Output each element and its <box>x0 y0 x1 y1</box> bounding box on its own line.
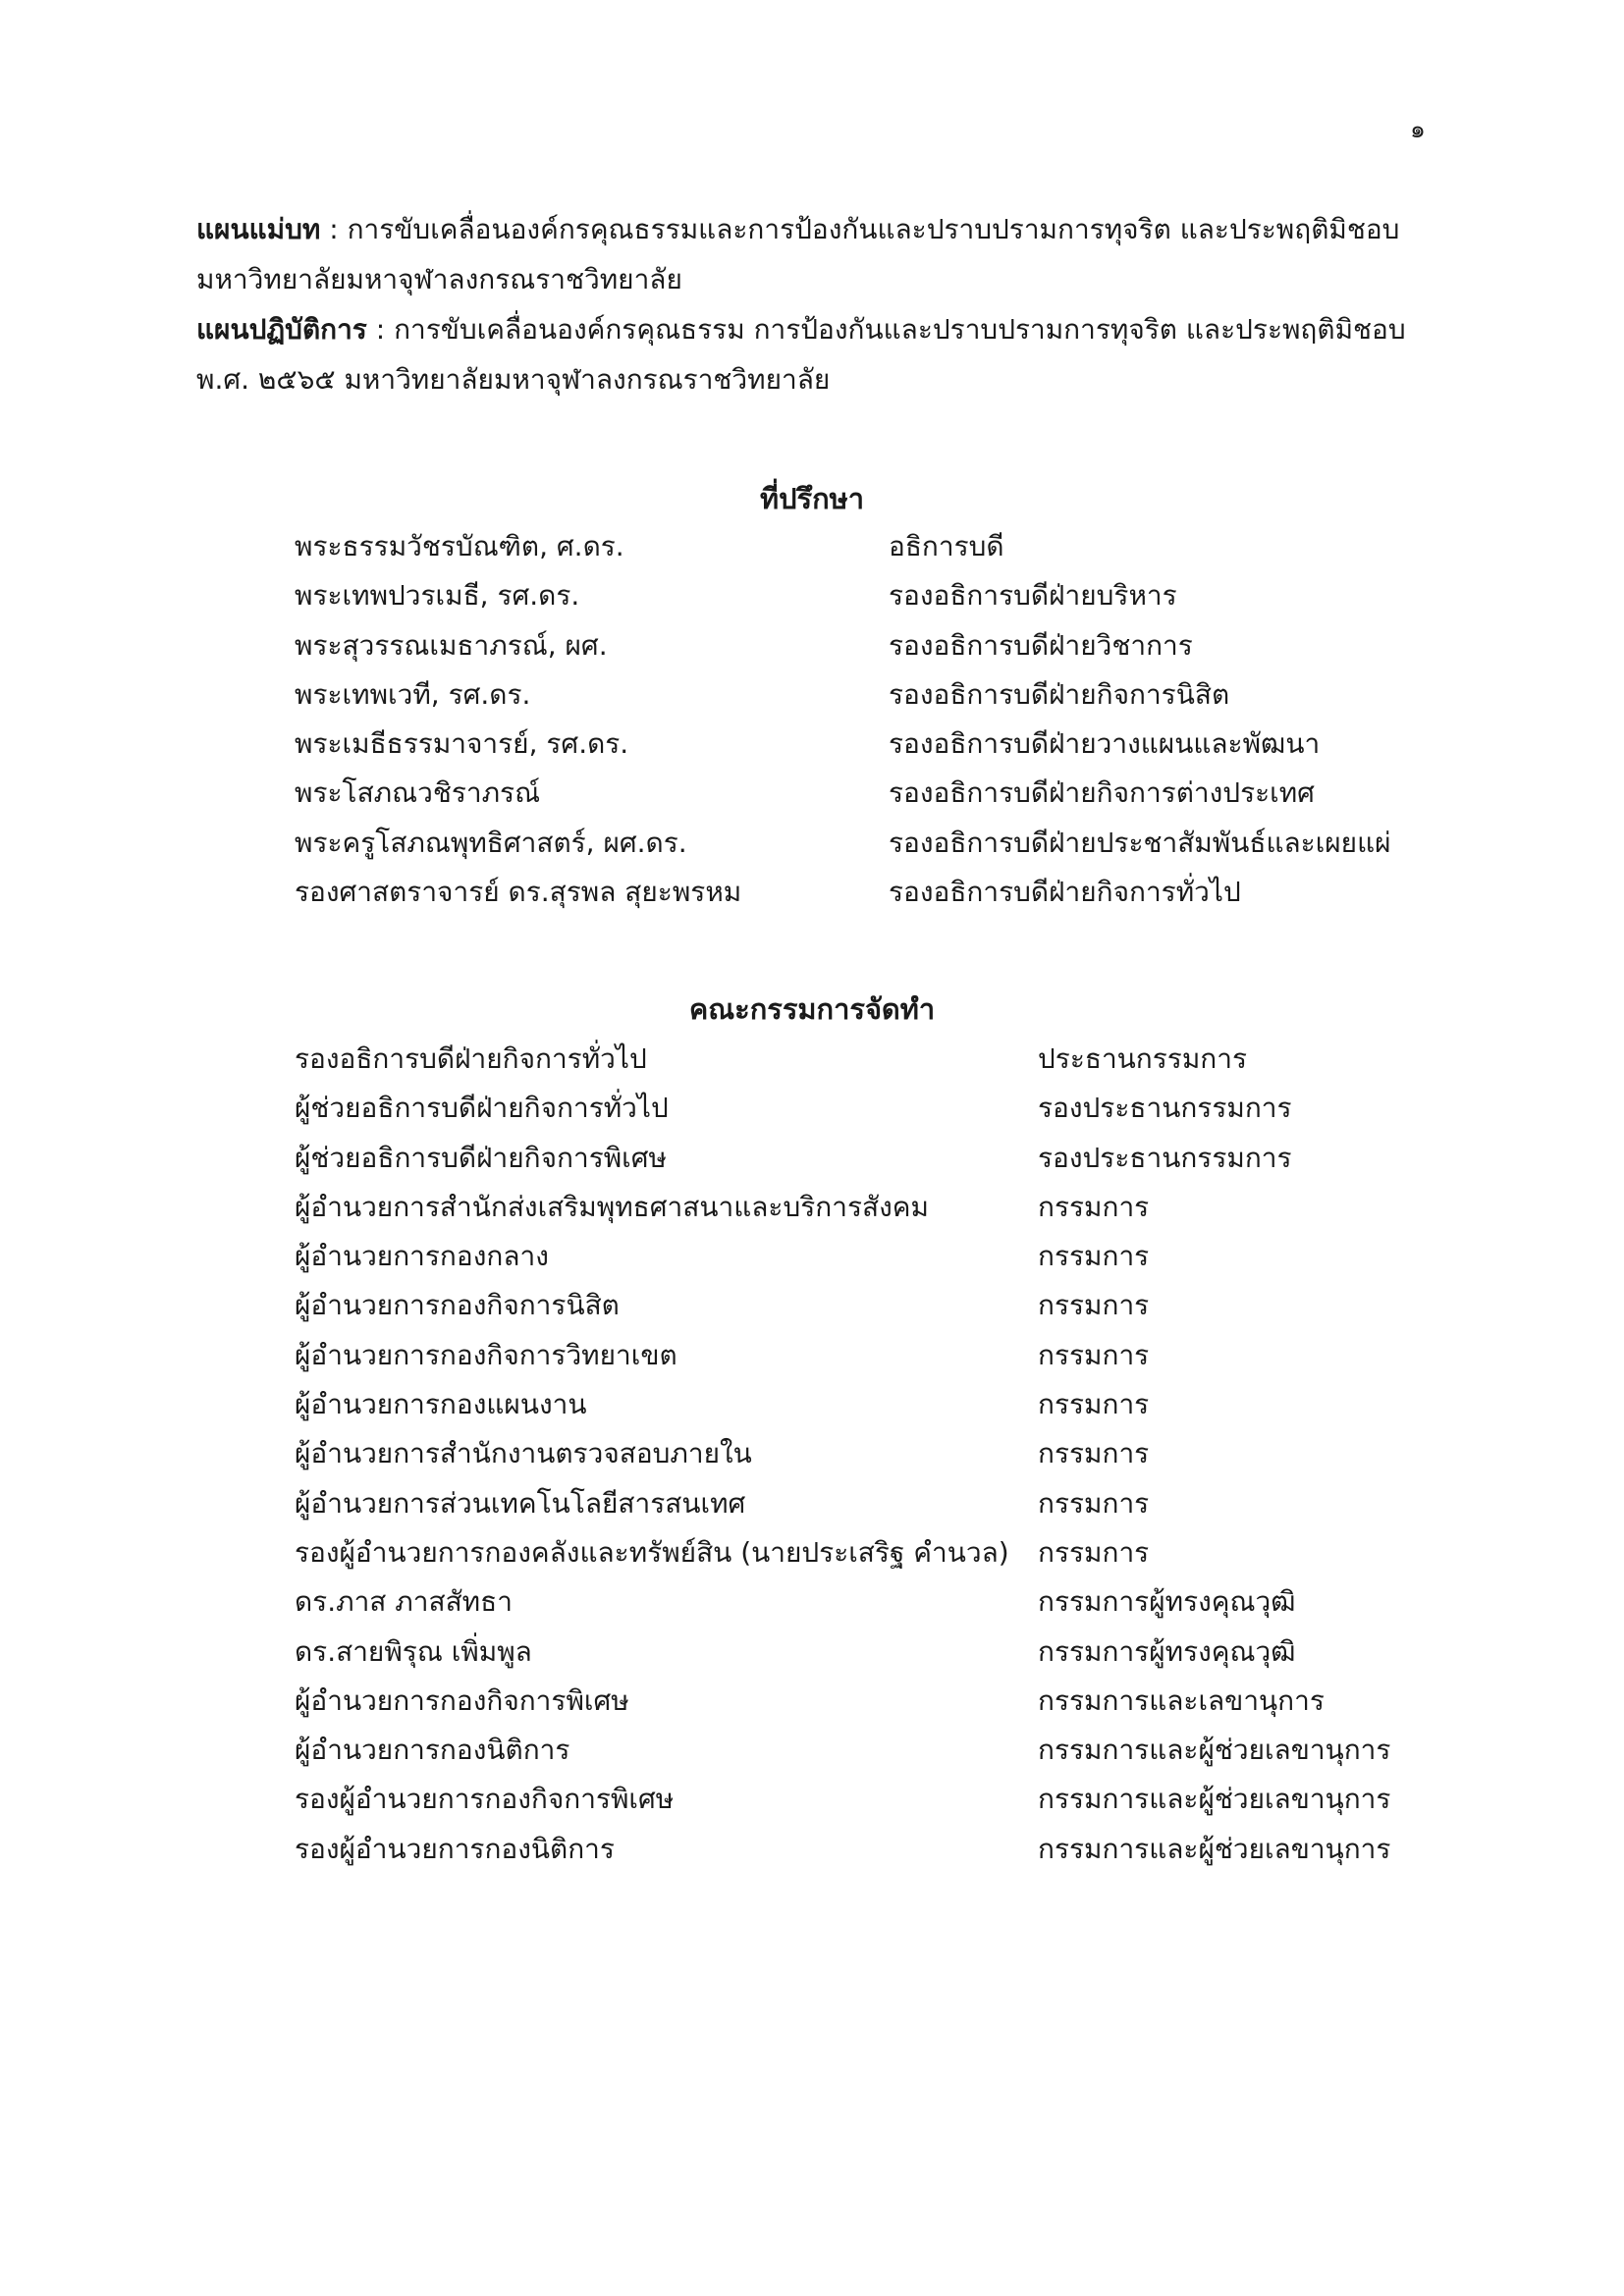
committee-row <box>295 1380 1390 1429</box>
committee-row <box>295 1528 1390 1577</box>
committee-member-role: กรรมการและเลขานุการ <box>1038 1683 1325 1717</box>
advisor-role: รองอธิการบดีฝ่ายวางแผนและพัฒนา <box>889 727 1321 761</box>
committee-member-role: รองประธานกรรมการ <box>1038 1141 1292 1174</box>
committee-member-role: กรรมการ <box>1038 1437 1150 1470</box>
master-plan-line-2: มหาวิทยาลัยมหาจุฬาลงกรณราชวิทยาลัย <box>196 263 682 295</box>
advisors-title: ที่ปรึกษา <box>759 482 865 515</box>
committee-member-name: รองผู้อำนวยการกองคลังและทรัพย์สิน (นายประเสริฐ คำนวล) <box>295 1535 1009 1569</box>
advisor-role: รองอธิการบดีฝ่ายบริหาร <box>889 579 1177 613</box>
committee-member-role: กรรมการผู้ทรงคุณวุฒิ <box>1038 1585 1296 1619</box>
page-number: ๑ <box>1410 115 1426 143</box>
committee-row <box>295 1084 1390 1133</box>
advisors-list <box>295 522 1391 917</box>
committee-member-role: กรรมการ <box>1038 1289 1150 1322</box>
advisor-row <box>295 720 1391 769</box>
advisor-name: พระครูโสภณพุทธิศาสตร์, ผศ.ดร. <box>295 826 687 859</box>
advisor-role: รองอธิการบดีฝ่ายกิจการนิสิต <box>889 677 1230 711</box>
master-plan-line-1 <box>196 204 1434 254</box>
committee-member-role: กรรมการ <box>1038 1535 1150 1569</box>
committee-member-name: ผู้อำนวยการกองกิจการวิทยาเขต <box>295 1338 677 1371</box>
committee-member-role: กรรมการและผู้ช่วยเลขานุการ <box>1038 1783 1391 1816</box>
master-plan-text: : การขับเคลื่อนองค์กรคุณธรรมและการป้องกันและปราบปรามการทุจริต และประพฤติมิชอบ <box>320 213 1400 245</box>
committee-member-role: กรรมการ <box>1038 1338 1150 1371</box>
committee-row <box>295 1035 1390 1084</box>
advisor-role: รองอธิการบดีฝ่ายกิจการต่างประเทศ <box>889 776 1315 810</box>
committee-list <box>295 1035 1390 1874</box>
committee-member-name: ผู้อำนวยการกองแผนงาน <box>295 1388 587 1421</box>
advisor-row <box>295 769 1391 818</box>
committee-member-role: กรรมการ <box>1038 1486 1150 1520</box>
advisor-name: พระเทพเวที, รศ.ดร. <box>295 677 531 711</box>
committee-member-role: กรรมการและผู้ช่วยเลขานุการ <box>1038 1734 1391 1767</box>
committee-member-name: ผู้ช่วยอธิการบดีฝ่ายกิจการพิเศษ <box>295 1141 667 1174</box>
advisor-row <box>295 819 1391 868</box>
committee-member-name: รองผู้อำนวยการกองกิจการพิเศษ <box>295 1783 675 1816</box>
advisor-row <box>295 621 1391 670</box>
master-plan-label: แผนแม่บท <box>196 213 321 245</box>
committee-row <box>295 1677 1390 1726</box>
committee-member-name: รองอธิการบดีฝ่ายกิจการทั่วไป <box>295 1042 647 1075</box>
committee-member-role: กรรมการ <box>1038 1240 1150 1273</box>
committee-member-role: กรรมการ <box>1038 1190 1150 1223</box>
committee-row <box>295 1775 1390 1824</box>
committee-row <box>295 1479 1390 1528</box>
committee-row <box>295 1134 1390 1183</box>
committee-member-role: กรรมการผู้ทรงคุณวุฒิ <box>1038 1634 1296 1668</box>
committee-row <box>295 1281 1390 1330</box>
advisor-name: พระธรรมวัชรบัณฑิต, ศ.ดร. <box>295 530 624 562</box>
advisor-row <box>295 522 1391 571</box>
committee-row <box>295 1183 1390 1232</box>
advisor-row <box>295 868 1391 917</box>
committee-member-name: ผู้อำนวยการสำนักส่งเสริมพุทธศาสนาและบริการสังคม <box>295 1190 929 1223</box>
advisor-name: พระเมธีธรรมาจารย์, รศ.ดร. <box>295 727 629 761</box>
document-header <box>196 204 1434 404</box>
committee-member-name: ผู้อำนวยการกองกิจการพิเศษ <box>295 1683 629 1717</box>
committee-member-name: ผู้อำนวยการสำนักงานตรวจสอบภายใน <box>295 1437 752 1470</box>
committee-member-name: รองผู้อำนวยการกองนิติการ <box>295 1832 615 1865</box>
committee-member-name: ผู้อำนวยการกองนิติการ <box>295 1734 570 1767</box>
committee-title: คณะกรรมการจัดทำ <box>688 992 936 1026</box>
advisor-name: รองศาสตราจารย์ ดร.สุรพล สุยะพรหม <box>295 876 742 909</box>
committee-member-role: กรรมการและผู้ช่วยเลขานุการ <box>1038 1832 1391 1865</box>
committee-member-name: ดร.สายพิรุณ เพิ่มพูล <box>295 1634 532 1668</box>
committee-row <box>295 1577 1390 1627</box>
committee-member-name: ผู้อำนวยการส่วนเทคโนโลยีสารสนเทศ <box>295 1486 746 1520</box>
action-plan-text: : การขับเคลื่อนองค์กรคุณธรรม การป้องกันและปราบปรามการทุจริต และประพฤติมิชอบ <box>366 313 1406 346</box>
action-plan-label: แผนปฏิบัติการ <box>196 313 367 346</box>
action-plan-line-2: พ.ศ. ๒๕๖๕ มหาวิทยาลัยมหาจุฬาลงกรณราชวิทยาลัย <box>196 363 831 396</box>
committee-member-name: ผู้อำนวยการกองกิจการนิสิต <box>295 1289 620 1322</box>
committee-row <box>295 1726 1390 1775</box>
advisor-row <box>295 670 1391 720</box>
committee-row <box>295 1232 1390 1281</box>
advisor-role: รองอธิการบดีฝ่ายวิชาการ <box>889 628 1193 662</box>
action-plan-line-1 <box>196 304 1434 354</box>
committee-row <box>295 1429 1390 1478</box>
committee-member-name: ผู้ช่วยอธิการบดีฝ่ายกิจการทั่วไป <box>295 1092 669 1125</box>
committee-member-name: ดร.ภาส ภาสสัทธา <box>295 1585 513 1619</box>
committee-member-role: กรรมการ <box>1038 1388 1150 1421</box>
advisor-name: พระสุวรรณเมธาภรณ์, ผศ. <box>295 628 608 662</box>
committee-member-name: ผู้อำนวยการกองกลาง <box>295 1240 549 1273</box>
advisor-role: รองอธิการบดีฝ่ายประชาสัมพันธ์และเผยแผ่ <box>889 826 1391 859</box>
advisor-name: พระโสภณวชิราภรณ์ <box>295 776 541 810</box>
committee-member-role: ประธานกรรมการ <box>1038 1042 1248 1075</box>
committee-row <box>295 1628 1390 1677</box>
advisor-row <box>295 571 1391 620</box>
advisor-role: อธิการบดี <box>889 530 1004 562</box>
advisor-name: พระเทพปวรเมธี, รศ.ดร. <box>295 579 580 613</box>
advisor-role: รองอธิการบดีฝ่ายกิจการทั่วไป <box>889 876 1241 909</box>
committee-row <box>295 1825 1390 1874</box>
committee-member-role: รองประธานกรรมการ <box>1038 1092 1292 1125</box>
committee-row <box>295 1331 1390 1380</box>
